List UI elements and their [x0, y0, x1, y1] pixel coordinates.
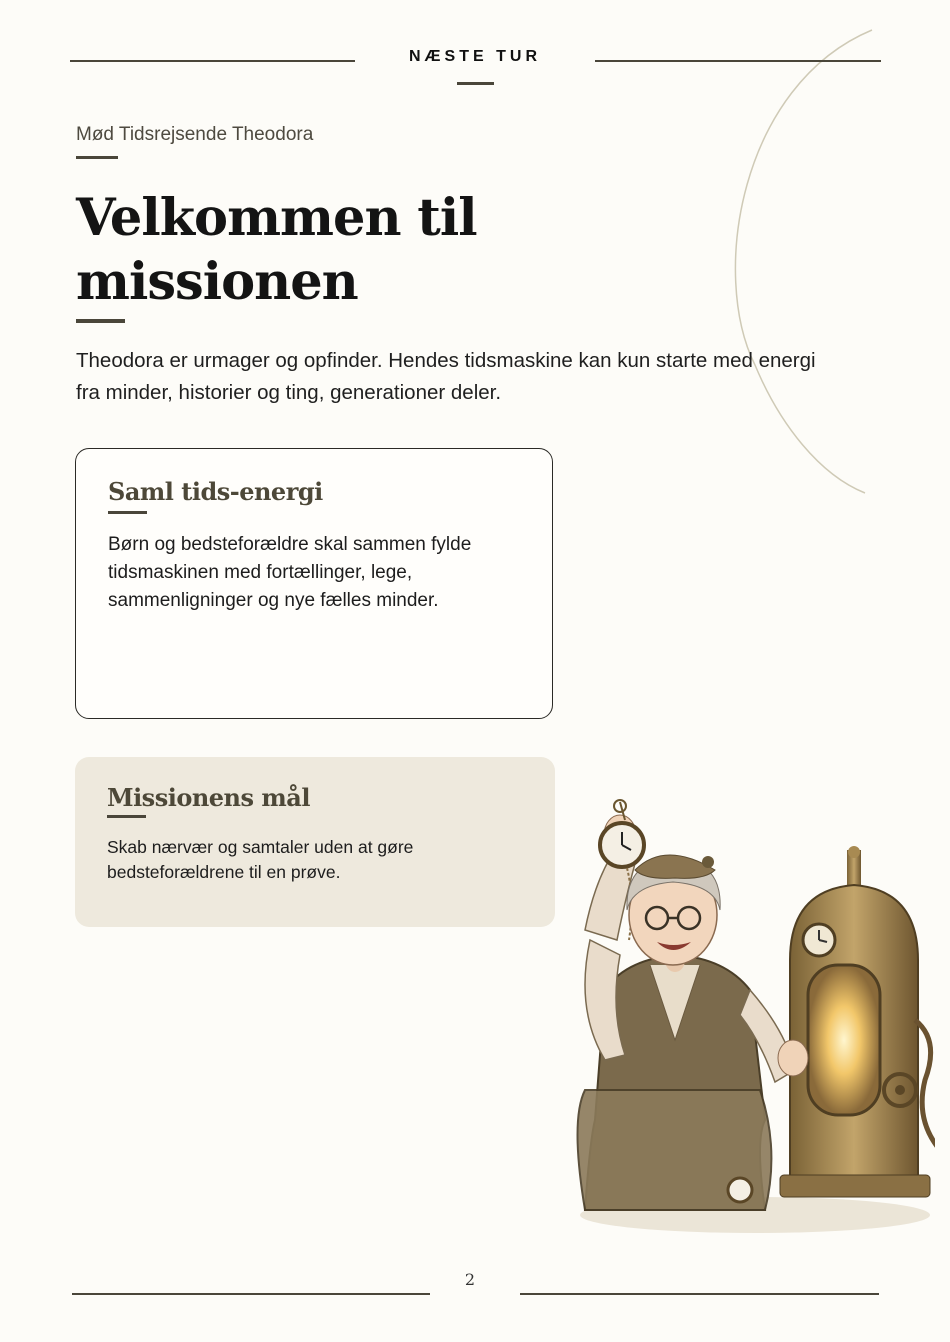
page-number: 2 [464, 1270, 476, 1289]
header-rule-left [70, 60, 355, 62]
card-mission-goal [75, 757, 555, 927]
arc-decoration [720, 25, 890, 505]
time-machine-icon [780, 846, 935, 1197]
card-text: Skab nærvær og samtaler uden at gøre bedsteforældrene til en prøve. [107, 837, 414, 882]
header-underline [457, 82, 494, 85]
section-label: NÆSTE TUR [409, 48, 541, 65]
kicker: Mød Tidsrejsende Theodora [76, 124, 314, 145]
header-rule-right [595, 60, 881, 62]
title-underline [76, 319, 125, 323]
card-collect-energy [75, 448, 553, 719]
footer-rule-right [520, 1293, 879, 1295]
card-title: Saml tids-energi [108, 477, 323, 506]
theodora-time-traveler-illustration [565, 790, 935, 1235]
card-title-underline [107, 815, 146, 818]
intro-paragraph: Theodora er urmager og opfinder. Hendes tidsmaskine kan kun starte med energi fra minder, historier og ting, generationer deler. [76, 349, 816, 404]
card-text: Børn og bedsteforældre skal sammen fylde tidsmaskinen med fortællinger, lege, sammenligninger og nye fælles minder. [108, 534, 472, 611]
page-title: Velkommen til missionen [76, 188, 477, 312]
kicker-underline [76, 156, 118, 159]
footer-rule-left [72, 1293, 430, 1295]
card-title-underline [108, 511, 147, 514]
card-title: Missionens mål [107, 783, 310, 812]
